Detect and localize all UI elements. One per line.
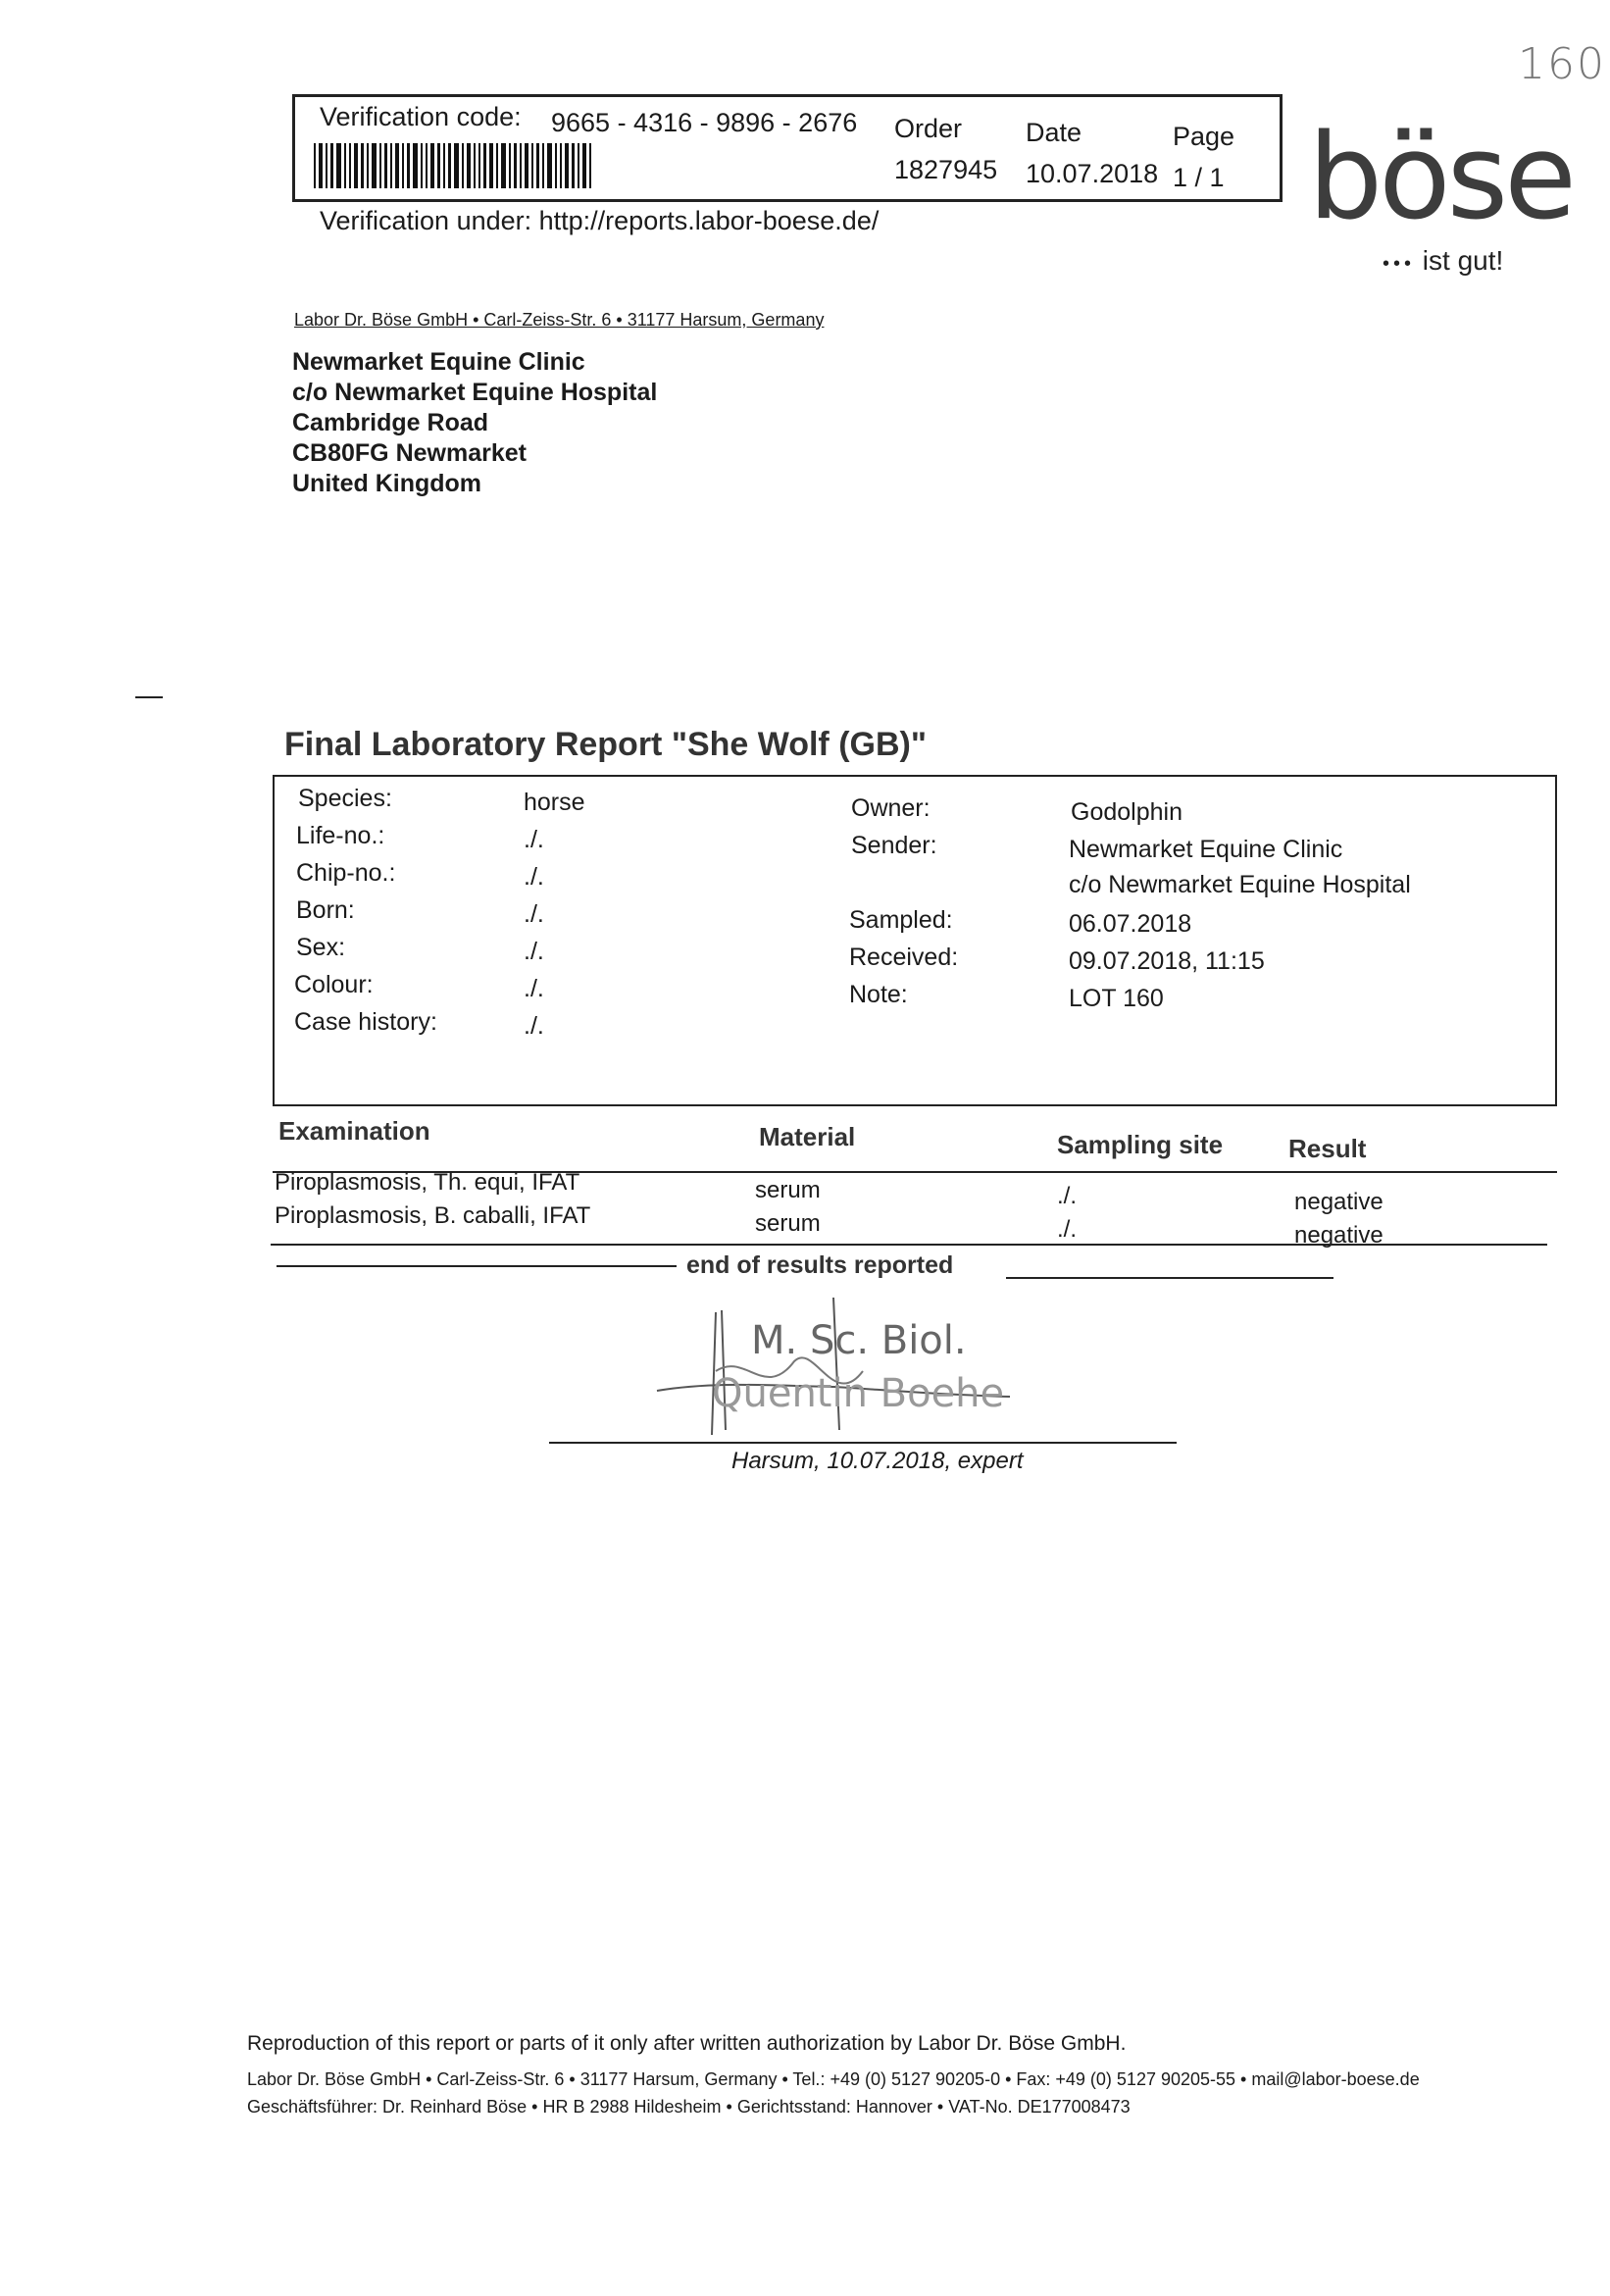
sampled-label: Sampled:: [849, 906, 953, 934]
page-number: 1 / 1: [1173, 163, 1225, 192]
colour-label: Colour:: [294, 971, 374, 998]
species-label: Species:: [298, 785, 392, 812]
recipient-line: Newmarket Equine Clinic: [292, 348, 585, 376]
verification-url: Verification under: http://reports.labor-boese.de/: [320, 206, 880, 235]
signature-rule: [549, 1442, 1177, 1444]
examination-header: Examination: [278, 1116, 430, 1146]
examination-cell: Piroplasmosis, B. caballi, IFAT: [275, 1202, 591, 1229]
sender-address-line: Labor Dr. Böse GmbH • Carl-Zeiss-Str. 6 • 31177 Harsum, Germany: [294, 310, 825, 330]
logo-tagline-row: [1383, 245, 1503, 277]
order-number: 1827945: [894, 155, 998, 184]
signature-scribble: [637, 1293, 1049, 1440]
result-header: Result: [1288, 1134, 1367, 1163]
animal-info-box: [273, 775, 1557, 1106]
lifeno-label: Life-no.:: [296, 822, 385, 849]
recipient-line: CB80FG Newmarket: [292, 439, 527, 467]
sender-value-line2: c/o Newmarket Equine Hospital: [1069, 871, 1411, 898]
case-history-label: Case history:: [294, 1008, 437, 1036]
material-header: Material: [759, 1122, 856, 1151]
note-label: Note:: [849, 981, 908, 1008]
recipient-line: c/o Newmarket Equine Hospital: [292, 379, 658, 406]
sender-value-line1: Newmarket Equine Clinic: [1069, 836, 1343, 863]
table-bottom-rule: [271, 1244, 1547, 1246]
received-label: Received:: [849, 944, 959, 971]
barcode: [314, 143, 594, 188]
verification-code: 9665 - 4316 - 9896 - 2676: [551, 108, 858, 137]
sampling-site-cell: ./.: [1057, 1183, 1078, 1209]
report-date: 10.07.2018: [1026, 159, 1159, 188]
colour-value: ./.: [524, 975, 544, 1002]
recipient-line: Cambridge Road: [292, 409, 489, 436]
examination-cell: Piroplasmosis, Th. equi, IFAT: [275, 1169, 580, 1196]
verification-code-label: Verification code:: [320, 102, 522, 131]
recipient-address: [292, 347, 657, 499]
handwritten-lot-number: 160: [1518, 39, 1606, 89]
stamp-line1: M. Sc. Biol.: [751, 1318, 967, 1363]
material-cell: serum: [755, 1177, 821, 1203]
sex-value: ./.: [524, 938, 544, 965]
report-title: Final Laboratory Report "She Wolf (GB)": [284, 726, 927, 763]
result-cell: negative: [1294, 1189, 1384, 1215]
owner-value: Godolphin: [1071, 798, 1182, 826]
chipno-label: Chip-no.:: [296, 859, 396, 887]
sex-label: Sex:: [296, 934, 346, 961]
case-history-value: ./.: [524, 1012, 544, 1040]
end-rule-left: [277, 1265, 677, 1267]
result-cell: negative: [1294, 1222, 1384, 1249]
stamp-line2: Quentin Boehe: [712, 1371, 1005, 1416]
logo-tagline: ist gut!: [1422, 245, 1504, 276]
dots-icon: •••: [1383, 253, 1416, 275]
chipno-value: ./.: [524, 863, 544, 891]
sampling-site-header: Sampling site: [1057, 1130, 1224, 1159]
owner-label: Owner:: [851, 794, 931, 822]
born-value: ./.: [524, 900, 544, 928]
received-value: 09.07.2018, 11:15: [1069, 947, 1265, 975]
signature-place-date: Harsum, 10.07.2018, expert: [731, 1448, 1024, 1474]
note-value: LOT 160: [1069, 985, 1164, 1012]
footer-company-contact: Labor Dr. Böse GmbH • Carl-Zeiss-Str. 6 • 31177 Harsum, Germany • Tel.: +49 (0) 5127 90205-0 • Fax: +49 (0) 5127 90205-55 • mail@labor-boese.de: [247, 2069, 1420, 2089]
boese-logo: böse: [1308, 110, 1573, 246]
date-label: Date: [1026, 118, 1082, 147]
footer-reproduction-note: Reproduction of this report or parts of it only after written authorization by Labor Dr. Böse GmbH.: [247, 2032, 1127, 2055]
order-label: Order: [894, 114, 963, 143]
page-label: Page: [1173, 122, 1235, 151]
sampled-value: 06.07.2018: [1069, 910, 1192, 938]
sender-label: Sender:: [851, 832, 937, 859]
lifeno-value: ./.: [524, 826, 544, 853]
material-cell: serum: [755, 1210, 821, 1237]
sampling-site-cell: ./.: [1057, 1216, 1078, 1243]
born-label: Born:: [296, 896, 355, 924]
end-of-results: end of results reported: [686, 1251, 954, 1279]
species-value: horse: [524, 789, 585, 816]
footer-company-registration: Geschäftsführer: Dr. Reinhard Böse • HR B 2988 Hildesheim • Gerichtsstand: Hannover • VAT-No. DE177008473: [247, 2097, 1131, 2117]
fold-mark: [135, 696, 163, 698]
recipient-line: United Kingdom: [292, 470, 482, 497]
end-rule-right: [1006, 1277, 1333, 1279]
